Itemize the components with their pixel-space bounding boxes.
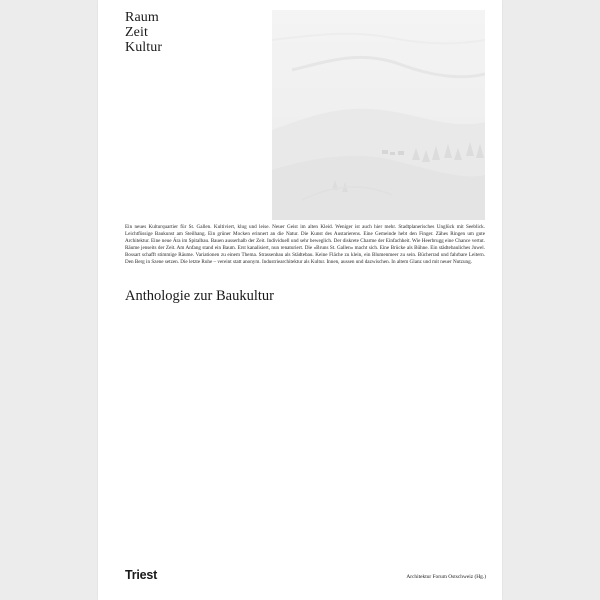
cover-photo [272,10,485,220]
snowy-landscape-photo [272,10,485,220]
cover-title [125,10,162,55]
cover-subtitle: Anthologie zur Baukultur [125,288,275,304]
title-line: Zeit [125,25,148,40]
publisher-logo: Triest [125,568,158,582]
book-cover [98,0,502,600]
title-line: Raum [125,10,159,25]
editor-credit: Architektur Forum Ostschweiz (Hg.) [406,574,486,580]
blurb-text: Ein neues Kulturquartier für St. Gallen. Kultiviert, klug und leise. Neuer Geist im alten Kleid. Weniger ist auch hier mehr. Stadtplanerisches Unglück mit Seeblick. Leichtfüssige Baukunst am Steilhang. Ein grüner Mocken erinnert an die Natur. Die Kunst des Austarierens. Eine Gemeinde hebt den Finger. Zähes Ringen um gute Architektur. Eine neue Ära im Spitalbau. Bauen ausserhalb der Zeit. Individuell und sehr beweglich. Der diskrete Charme der Einfachheit. Wie Heerbrugg eine Chance vertut. Räume jenseits der Zeit. Am Anfang stand ein Baum. Erst kanalisiert, nun renaturiert. Die «Bruns St. Gallen» macht sich. Eine Brücke als Bühne. Ein städtebauliches Juwel. Bossart schafft stimmige Räume. Variationen zu einem Thema. Strassenbau als Städtebau. Keine Fläche zu klein, ein Blumenmeer zu sein. Bücherrad und fahrbare Leitern. Den Berg in Szene setzen. Die letzte Ruhe – vereint statt anonym. Industriearchitektur als Kultur. Innen, aussen und dazwischen. In altem Glanz und mit neuer Nutzung. [125,224,485,266]
title-line: Kultur [125,40,163,55]
